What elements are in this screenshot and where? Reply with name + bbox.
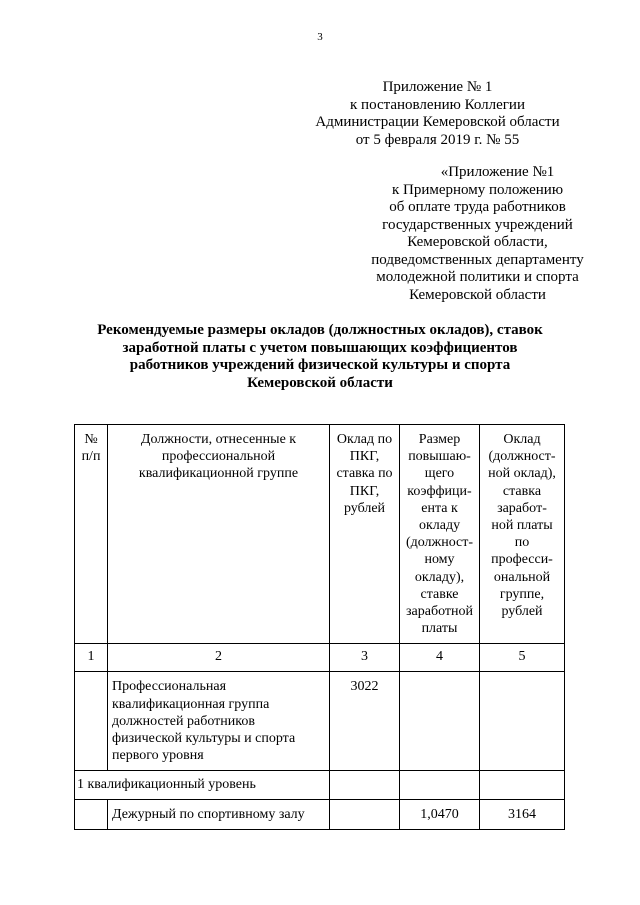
title-line: Кемеровской области [247,374,393,391]
column-number: 1 [75,644,108,672]
row-salary-final: 3164 [480,799,565,829]
header-position: Должности, отнесенные к профессиональной квалификационной группе [108,425,330,644]
table-header-row [75,425,565,644]
appendix-original-line: Кемеровской области, [407,234,548,250]
header-salary-pkg: Оклад по ПКГ, ставка по ПКГ, рублей [330,425,400,644]
appendix-original-line: к Примерному положению [391,181,564,198]
column-number: 3 [330,644,400,672]
table-row [75,799,565,829]
group-row [75,672,565,771]
appendix-original-line: Кемеровской области [409,286,546,303]
salary-table [74,424,565,830]
title-line: работников учреждений физической культуры и спорта [129,357,511,373]
header-salary-final: Оклад (должност- ной оклад), ставка зарабoт- ной платы по професси- ональной группе, рублей [480,425,565,644]
appendix-block [300,79,575,149]
appendix-line: Администрации Кемеровской области [315,114,560,130]
column-number-row [75,644,565,672]
appendix-original-block [345,164,610,304]
appendix-line: к постановлению Коллегии [350,96,525,113]
group-salary-pkg: 3022 [330,672,400,771]
appendix-original-line: об оплате труда работников [389,199,566,215]
column-number: 4 [400,644,480,672]
page-number: 3 [317,31,323,43]
appendix-line: Приложение № 1 [382,79,493,95]
row-num [75,799,108,829]
title-line: Рекомендуемые размеры окладов (должностных окладов), ставок [97,322,543,338]
column-number: 5 [480,644,565,672]
level-row [75,771,565,799]
level-empty [400,771,480,799]
appendix-original-line: государственных учреждений [382,216,573,233]
group-salary-final [480,672,565,771]
header-coefficient: Размер повышаю- щего коэффици- ента к окладу (должност- ному окладу), ставке заработной платы [400,425,480,644]
row-coefficient: 1,0470 [400,799,480,829]
row-salary-pkg [330,799,400,829]
column-number: 2 [108,644,330,672]
appendix-original-line: молодежной политики и спорта [376,269,579,285]
group-coefficient [400,672,480,771]
header-num: № п/п [75,425,108,644]
document-title [60,322,580,392]
group-num [75,672,108,771]
row-position: Дежурный по спортивному залу [108,799,330,829]
appendix-original-line: «Приложение №1 [440,164,555,180]
level-empty [480,771,565,799]
group-name: Профессиональная квалификационная группа должностей работников физической культуры и спорта первого уровня [108,672,330,771]
appendix-line: от 5 февраля 2019 г. № 55 [355,131,520,148]
appendix-original-line: подведомственных департаменту [371,251,584,268]
level-empty [330,771,400,799]
title-line: заработной платы с учетом повышающих коэффициентов [122,339,518,356]
level-label: 1 квалификационный уровень [75,771,330,799]
